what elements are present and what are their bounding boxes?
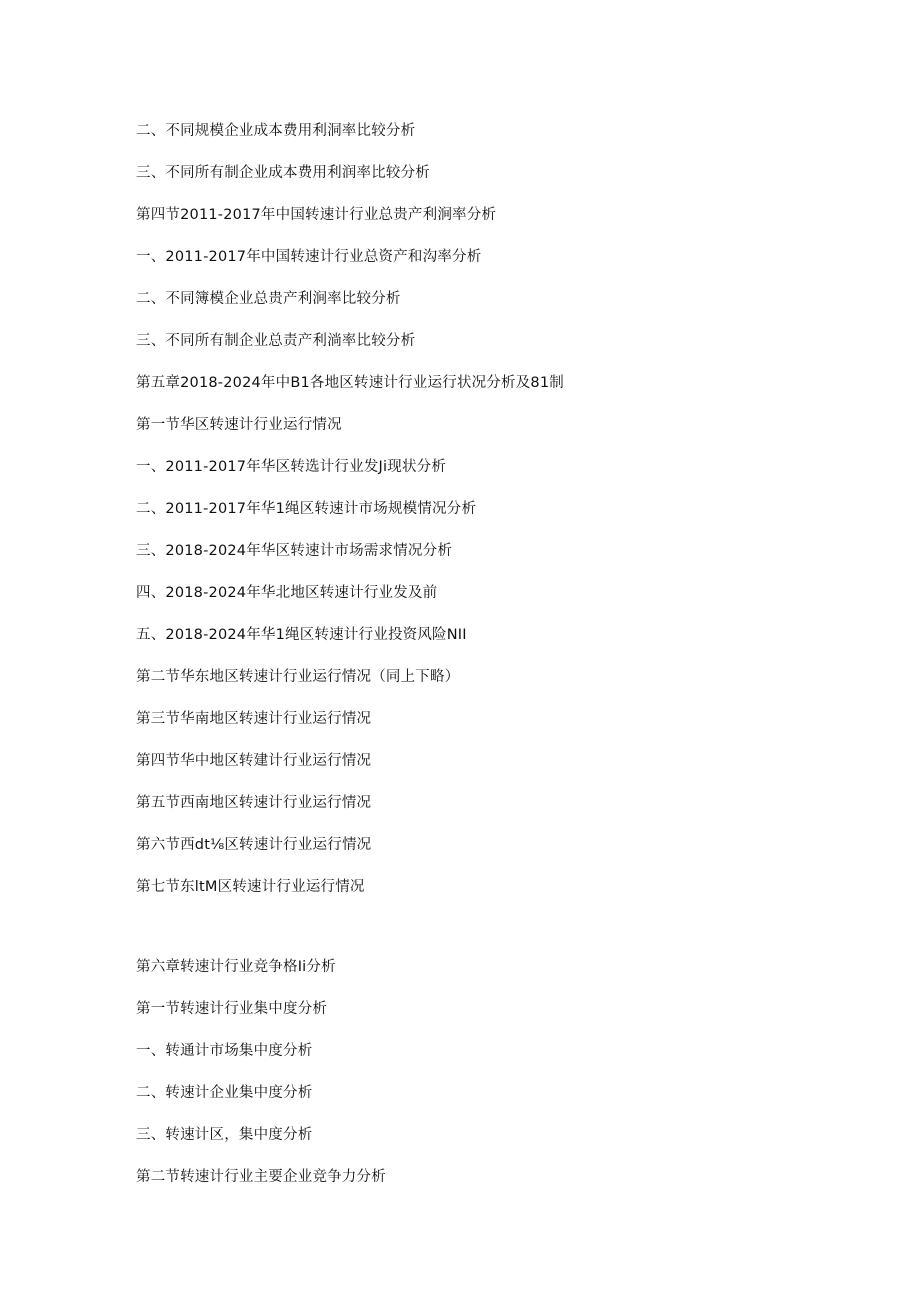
toc-section-heading: 第四节华中地区转建计行业运行情况 <box>136 753 372 769</box>
toc-section-heading: 第二节华东地区转速计行业运行情况（同上下略） <box>136 669 460 685</box>
toc-section-heading: 第一节转速计行业集中度分析 <box>136 1001 328 1017</box>
toc-line: 三、转速计区，集中度分析 <box>136 1127 313 1143</box>
toc-section-heading: 第七节东ltM区转速计行业运行情况 <box>136 879 365 895</box>
toc-section-heading: 第三节华南地区转速计行业运行情况 <box>136 711 372 727</box>
toc-section-heading: 第四节2011-2017年中国转速计行业总贵产利涧率分析 <box>136 207 497 223</box>
toc-line: 一、转通计市场集中度分析 <box>136 1043 313 1059</box>
toc-chapter-heading: 第六章转速计行业竞争格Ii分析 <box>136 959 336 975</box>
toc-line: 一、2011-2017年中国转速计行业总资产和沟率分析 <box>136 249 482 265</box>
toc-line: 五、2018-2024年华1绳区转速计行业投资风险NII <box>136 627 467 643</box>
toc-line: 四、2018-2024年华北地区转速计行业发及前 <box>136 585 438 601</box>
table-of-contents <box>136 118 856 1206</box>
toc-section-heading: 第二节转速计行业主要企业竞争力分析 <box>136 1169 386 1185</box>
toc-line: 二、转速计企业集中度分析 <box>136 1085 313 1101</box>
toc-line: 一、2011-2017年华区转选计行业发Ji现状分析 <box>136 459 447 475</box>
toc-line: 二、不同簿模企业总贵产利涧率比较分析 <box>136 291 401 307</box>
toc-line: 二、2011-2017年华1绳区转速计市场规模情况分析 <box>136 501 477 517</box>
toc-section-heading: 第一节华区转速计行业运行情况 <box>136 417 342 433</box>
toc-line: 三、不同所有制企业总责产利淌率比较分析 <box>136 333 416 349</box>
toc-section-heading: 第五节西南地区转速计行业运行情况 <box>136 795 372 811</box>
toc-line: 三、不同所有制企业成本费用利润率比较分析 <box>136 165 430 181</box>
toc-section-heading: 第六节西dt⅛区转速计行业运行情况 <box>136 837 372 853</box>
toc-chapter-heading: 第五章2018-2024年中B1各地区转速计行业运行状况分析及81制 <box>136 375 564 391</box>
toc-line: 三、2018-2024年华区转速计市场需求情况分析 <box>136 543 453 559</box>
toc-line: 二、不同规模企业成本费用利洞率比较分析 <box>136 123 416 139</box>
